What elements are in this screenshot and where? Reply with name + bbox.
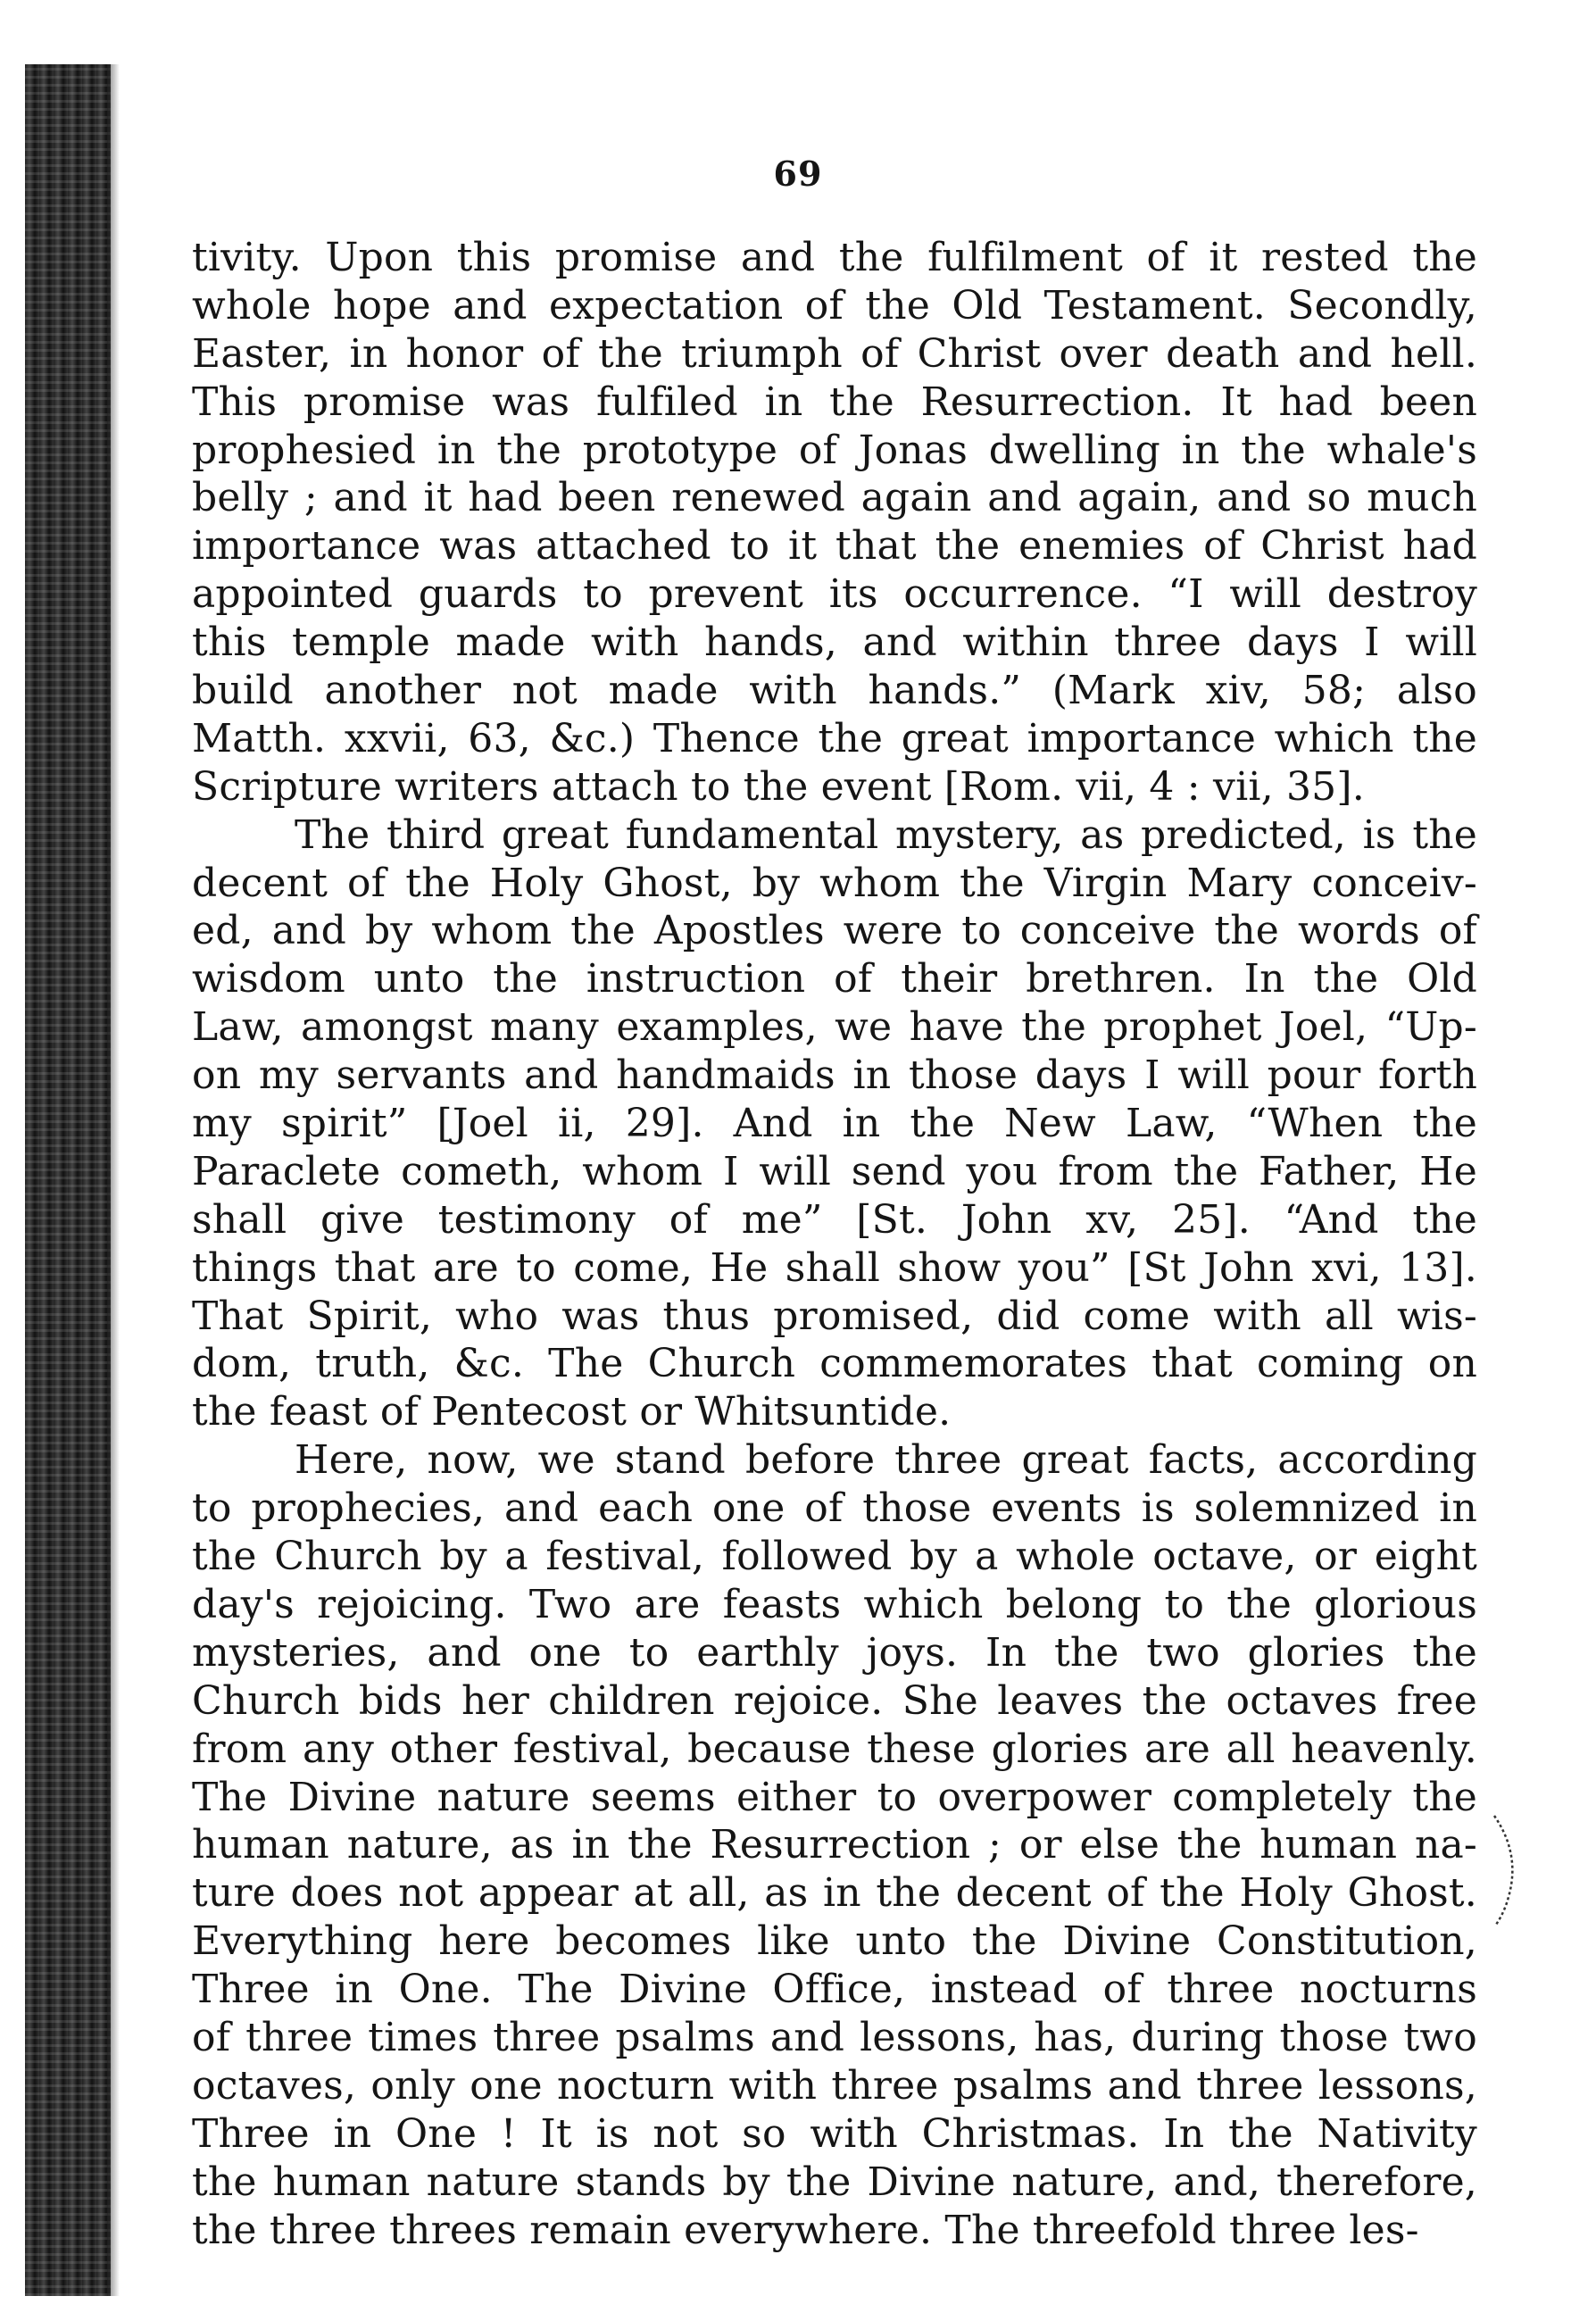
text-line: day's rejoicing. Two are feasts which belong to the glorious [192,1581,1477,1627]
text-line: Everything here becomes like unto the Divine Constitution, [192,1918,1477,1965]
text-line: my spirit” [Joel ii, 29]. And in the New Law, “When the [192,1101,1477,1147]
text-line: wisdom unto the instruction of their brethren. In the Old [192,956,1477,1002]
text-line: tivity. Upon this promise and the fulfilment of it rested the [192,235,1477,280]
text-line: That Spirit, who was thus promised, did come with all wis- [192,1293,1477,1339]
text-line: mysteries, and one to earthly joys. In the two glories the [192,1629,1477,1676]
margin-bracket-mark [1491,1812,1523,1928]
text-line: Here, now, we stand before three great facts, according [295,1437,1477,1484]
text-line: the three threes remain everywhere. The threefold three les- [192,2207,1419,2253]
text-line: The third great fundamental mystery, as predicted, is the [295,811,1477,858]
text-line: The Divine nature seems either to overpower completely the [192,1774,1477,1820]
paragraph [192,1436,1477,2254]
text-line: human nature, as in the Resurrection ; or else the human na- [192,1822,1477,1868]
text-line: the Church by a festival, followed by a whole octave, or eight [192,1534,1477,1580]
text-line: shall give testimony of me” [St. John xv, 25]. “And the [192,1196,1477,1243]
text-line: octaves, only one nocturn with three psalms and three lessons, [192,2062,1477,2109]
text-line: Three in One ! It is not so with Christmas. In the Nativity [192,2110,1477,2157]
text-line: build another not made with hands.” (Mark xiv, 58; also [192,668,1477,714]
paragraph [192,811,1477,1437]
page-number: 69 [773,154,823,194]
text-line: of three times three psalms and lessons, has, during those two [192,2014,1477,2060]
text-line: the feast of Pentecost or Whitsuntide. [192,1389,952,1435]
text-line: Law, amongst many examples, we have the prophet Joel, “Up- [192,1004,1477,1051]
text-line: Paraclete cometh, whom I will send you from the Father, He [192,1148,1477,1194]
text-line: from any other festival, because these glories are all heavenly. [192,1726,1477,1772]
text-line: the human nature stands by the Divine nature, and, therefore, [192,2159,1477,2205]
text-line: Easter, in honor of the triumph of Christ over death and hell. [192,330,1477,377]
body-text [192,234,1477,2254]
text-line: on my servants and handmaids in those days I will pour forth [192,1052,1477,1099]
text-line: things that are to come, He shall show you” [St John xvi, 13]. [192,1244,1477,1291]
paragraph [192,234,1477,811]
text-line: this temple made with hands, and within three days I will [192,620,1477,666]
text-line: ture does not appear at all, as in the decent of the Holy Ghost. [192,1870,1477,1917]
text-line: Matth. xxvii, 63, &c.) Thence the great importance which the [192,715,1477,761]
text-line: dom, truth, &c. The Church commemorates that coming on [192,1341,1477,1387]
text-line: whole hope and expectation of the Old Testament. Secondly, [192,282,1477,329]
text-line: prophesied in the prototype of Jonas dwelling in the whale's [192,427,1477,473]
text-line: ed, and by whom the Apostles were to conceive the words of [192,908,1477,954]
text-line: This promise was fulfiled in the Resurrection. It had been [192,379,1477,425]
text-line: importance was attached to it that the enemies of Christ had [192,523,1477,570]
text-line: Three in One. The Divine Office, instead of three nocturns [192,1967,1477,2013]
text-line: appointed guards to prevent its occurrence. “I will destroy [192,571,1477,618]
text-line: to prophecies, and each one of those events is solemnized in [192,1485,1477,1532]
text-line: Scripture writers attach to the event [Rom. vii, 4 : vii, 35]. [192,763,1365,810]
book-binding-edge [25,64,111,2296]
text-line: belly ; and it had been renewed again and again, and so much [192,475,1477,521]
text-line: decent of the Holy Ghost, by whom the Virgin Mary conceiv- [192,860,1477,906]
text-line: Church bids her children rejoice. She leaves the octaves free [192,1677,1477,1724]
